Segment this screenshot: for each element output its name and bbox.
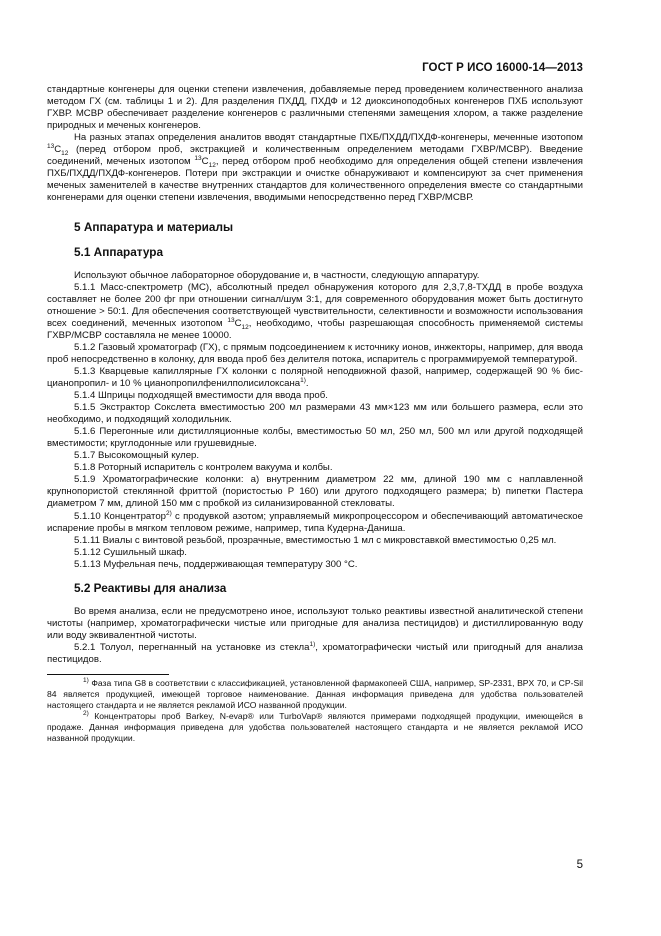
footnotes	[47, 678, 583, 744]
footnote-ref-2: 2)	[166, 509, 172, 517]
item-5-1-11: 5.1.11 Виалы с винтовой резьбой, прозрачные, вместимостью 1 мл с микровставкой вместимостью 0,25 мл.	[74, 534, 557, 546]
item-5-1-9: 5.1.9 Хроматографические колонки: а) внутренним диаметром 22 мм, длиной 190 мм с наплавленной крупнопористой стеклянной фриттой (пористостью Р 160) или другого подходящего размера; b) пипетки Пастера диаметром 7 мм, длиной 150 мм с пробкой из силанизированной стекловаты.	[47, 474, 583, 510]
footnote-1: $^{1)}$ Фаза типа G8 в соответствии с классификацией, установленной фармакопеей США, например, SP-2331, BPX 70, и CP-Sil 84 является продукцией, имеющей торговое наименование. Данная информация приведена для удобства пользователей настоящего стандарта и не является рекламой ИСО названной продукции.	[47, 677, 584, 711]
footnote-ref-1b: 1)	[309, 640, 316, 648]
item-5-1-1: 5.1.1 Масс-спектрометр (МС), абсолютный предел обнаружения которого для 2,3,7,8-ТХДД в пробе воздуха составляет не более 200 фг при отношении сигнал/шум 3:1, для современного оборудования может быть достигнуто отношение > 50:1. Для обеспечения соответствующей чувствительности, селективности и возможности использования всех соединений, меченных изотопом $^{13}С_{12}$, необходимо, чтобы разрешающая способность применяемой системы ГХВР/МСВР составляла не менее 10000.	[47, 281, 584, 341]
section-5-heading: 5 Аппаратура и материалы	[74, 220, 234, 235]
section-5-2-heading: 5.2 Реактивы для анализа	[74, 580, 227, 595]
item-5-1-4: 5.1.4 Шприцы подходящей вместимости для ввода проб.	[74, 390, 328, 402]
intro-paragraph-1: стандартные конгенеры для оценки степени извлечения, добавляемые перед проведением количественного анализа методом ГХ (см. таблицы 1 и 2). Для разделения ПХДД, ПХДФ и 12 диоксиноподобных конгенеров ПХБ используют ГХВР. МСВР обеспечивает разделение конгенеров с различными степенями замещения хлором, а также разделение природных и меченых конгенеров.	[47, 84, 583, 132]
item-5-2-1: 5.2.1 Толуол, перегнанный на установке из стекла$^{1)}$, хроматографически чистый или пригодный для анализа пестицидов.	[47, 640, 583, 665]
footnote-divider	[47, 674, 169, 675]
document-body	[47, 84, 583, 744]
item-5-1-12: 5.1.12 Сушильный шкаф.	[74, 546, 187, 558]
item-5-1-2: 5.1.2 Газовый хроматограф (ГХ), с прямым подсоединением к источнику ионов, инжекторы, например, для ввода проб непосредственно в колонку, для ввода проб без делителя потока, испаритель с программируемой температурой.	[47, 341, 583, 365]
section-5-1-heading: 5.1 Аппаратура	[74, 244, 164, 259]
footnote-ref-1: 1)	[300, 376, 306, 384]
page-number: 5	[576, 859, 583, 871]
item-5-1-10: 5.1.10 Концентратор$^{2)}$ с продувкой азотом; управляемый микропроцессором и обеспечивающий автоматическое испарение пробы в мягком тепловом режиме, например, типа Кудерна-Даниша.	[47, 509, 583, 534]
section-5-1-lead: Используют обычное лабораторное оборудование и, в частности, следующую аппаратуру.	[74, 269, 480, 281]
item-5-1-13: 5.1.13 Муфельная печь, поддерживающая температуру 300 °С.	[74, 558, 358, 570]
footnote-2: $^{2)}$ Концентраторы проб Barkey, N-evap® или TurboVap® являются примерами подходящей продукции, имеющейся в продаже. Данная информация приведена для удобства пользователей настоящего стандарта и не является рекламой ИСО названной продукции.	[47, 710, 583, 744]
item-5-1-6: 5.1.6 Перегонные или дистилляционные колбы, вместимостью 50 мл, 250 мл, 500 мл или другой подходящей вместимости; круглодонные или грушевидные.	[47, 426, 583, 450]
item-5-1-3: 5.1.3 Кварцевые капиллярные ГХ колонки с полярной неподвижной фазой, например, содержащей 90 % бис-цианопропил- и 10 % цианопропилфенилполисилоксана$^{1)}$.	[47, 365, 583, 389]
section-5-2-lead: Во время анализа, если не предусмотрено иное, используют только реактивы известной аналитической степени чистоты (например, хроматографически чистые или пригодные для анализа пестицидов) и дистиллированную воду или воду эквивалентной чистоты.	[47, 605, 583, 641]
intro-paragraph-2: На разных этапах определения аналитов вводят стандартные ПХБ/ПХДД/ПХДФ-конгенеры, меченные изотопом $^{13}С_{12}$ (перед отбором проб, экстракцией и количественным определением методами ГХВР/МСВР). Введение соединений, меченых изотопом $^{13}С_{12}$, перед отбором проб необходимо для определения общей степени извлечения ПХБ/ПХДД/ПХДФ-конгенеров. Потери при экстракции и очистке обнаруживают и компенсируют за счет применения меченых заменителей в качестве внутренних стандартов для количественного определения вместе со стандартными конгенерами для оценки степени извлечения, вводимыми непосредственно перед ГХВР/МСВР.	[47, 132, 584, 204]
item-5-1-8: 5.1.8 Роторный испаритель с контролем вакуума и колбы.	[74, 462, 333, 474]
item-5-1-5: 5.1.5 Экстрактор Сокслета вместимостью 200 мл размерами 43 мм×123 мм или большего размера, если это необходимо, и подходящий холодильник.	[47, 402, 583, 426]
item-5-1-7: 5.1.7 Высокомощный кулер.	[74, 450, 200, 462]
document-header: ГОСТ Р ИСО 16000-14—2013	[422, 62, 583, 74]
